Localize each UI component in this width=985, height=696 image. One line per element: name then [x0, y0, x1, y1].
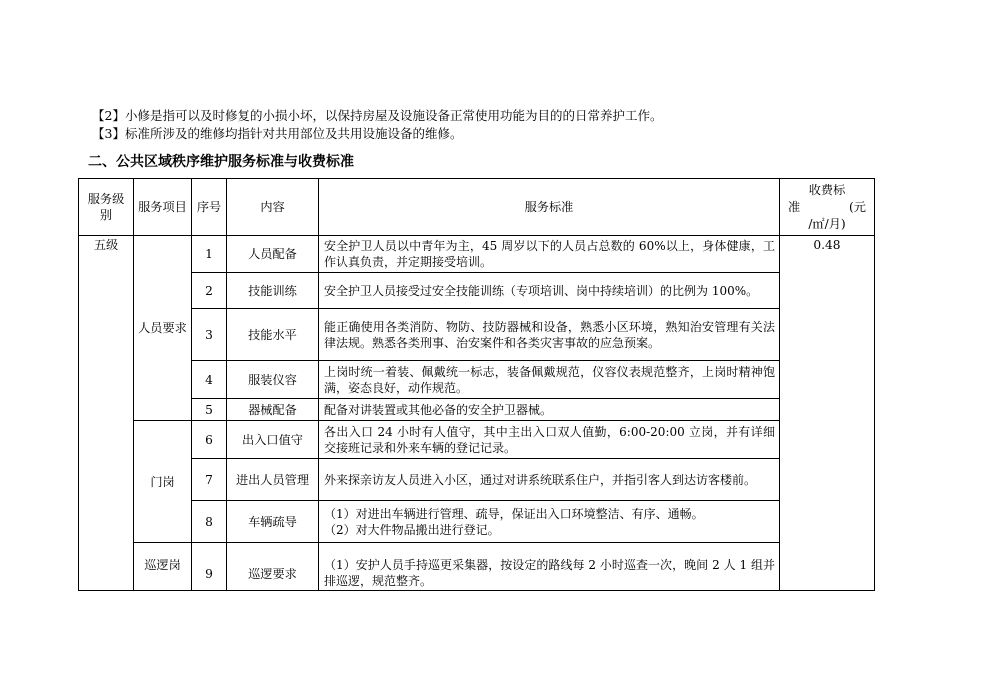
row-content: 巡逻要求 [227, 543, 319, 591]
row-seq: 2 [192, 273, 227, 309]
row-seq: 5 [192, 399, 227, 421]
header-fee-line1: 收费标 [808, 182, 846, 197]
header-fee-line3: /㎡/月) [808, 216, 846, 231]
table-row [79, 236, 875, 273]
group-patrol: 巡逻岗 [134, 543, 192, 591]
row-content: 人员配备 [227, 236, 319, 273]
row-standard: 各出入口 24 小时有人值守，其中主出入口双人值勤，6:00-20:00 立岗，并有详细交接班记录和外来车辆的登记记录。 [319, 421, 780, 459]
row-seq: 7 [192, 459, 227, 501]
group-gate: 门岗 [134, 421, 192, 543]
row-standard: 安全护卫人员以中青年为主，45 周岁以下的人员占总数的 60%以上，身体健康，工作认真负责，并定期接受培训。 [319, 236, 780, 273]
table-row [79, 543, 875, 591]
row-seq: 1 [192, 236, 227, 273]
header-fee-line2-right: (元 [849, 199, 866, 214]
row-standard-line2: （2）对大件物品搬出进行登记。 [324, 522, 500, 537]
table-row [79, 399, 875, 421]
row-content: 出入口值守 [227, 421, 319, 459]
row-content: 进出人员管理 [227, 459, 319, 501]
row-seq: 4 [192, 361, 227, 399]
header-standard: 服务标准 [319, 179, 780, 236]
header-content: 内容 [227, 179, 319, 236]
header-level: 服务级别 [79, 179, 134, 236]
row-standard: 安全护卫人员接受过安全技能训练（专项培训、岗中持续培训）的比例为 100%。 [319, 273, 780, 309]
table-row [79, 501, 875, 543]
section-heading: 二、公共区域秩序维护服务标准与收费标准 [88, 154, 354, 170]
row-seq: 6 [192, 421, 227, 459]
header-item: 服务项目 [134, 179, 192, 236]
header-seq: 序号 [192, 179, 227, 236]
row-standard: 外来探亲访友人员进入小区，通过对讲系统联系住户，并指引客人到达访客楼前。 [319, 459, 780, 501]
row-content: 技能水平 [227, 309, 319, 361]
service-level-cell: 五级 [79, 236, 134, 591]
service-standard-table [78, 178, 875, 591]
row-content: 技能训练 [227, 273, 319, 309]
table-row [79, 309, 875, 361]
table-row [79, 361, 875, 399]
table-row [79, 459, 875, 501]
row-seq: 8 [192, 501, 227, 543]
row-standard: 能正确使用各类消防、物防、技防器械和设备，熟悉小区环境，熟知治安管理有关法律法规。熟悉各类刑事、治安案件和各类灾害事故的应急预案。 [319, 309, 780, 361]
header-fee [780, 179, 875, 236]
group-personnel: 人员要求 [134, 236, 192, 421]
table-header-row [79, 179, 875, 236]
note-repair-scope: 【3】标准所涉及的维修均指针对共用部位及共用设施设备的维修。 [92, 126, 463, 141]
row-content: 器械配备 [227, 399, 319, 421]
row-standard: 上岗时统一着装、佩戴统一标志，装备佩戴规范，仪容仪表规范整齐，上岗时精神饱满，姿态良好，动作规范。 [319, 361, 780, 399]
note-minor-repair: 【2】小修是指可以及时修复的小损小坏，以保持房屋及设施设备正常使用功能为目的的日常养护工作。 [92, 108, 663, 123]
row-content: 服装仪容 [227, 361, 319, 399]
row-standard: 配备对讲装置或其他必备的安全护卫器械。 [319, 399, 780, 421]
fee-cell: 0.48 [780, 236, 875, 591]
table-row [79, 273, 875, 309]
row-standard [319, 501, 780, 543]
row-seq: 3 [192, 309, 227, 361]
header-fee-line2-left: 准 [788, 199, 801, 214]
row-standard: （1）安护人员手持巡更采集器，按设定的路线每 2 小时巡查一次，晚间 2 人 1 组并排巡逻，规范整齐。 [319, 543, 780, 591]
row-content: 车辆疏导 [227, 501, 319, 543]
row-seq: 9 [192, 543, 227, 591]
table-row [79, 421, 875, 459]
row-standard-line1: （1）对进出车辆进行管理、疏导，保证出入口环境整洁、有序、通畅。 [324, 506, 704, 521]
